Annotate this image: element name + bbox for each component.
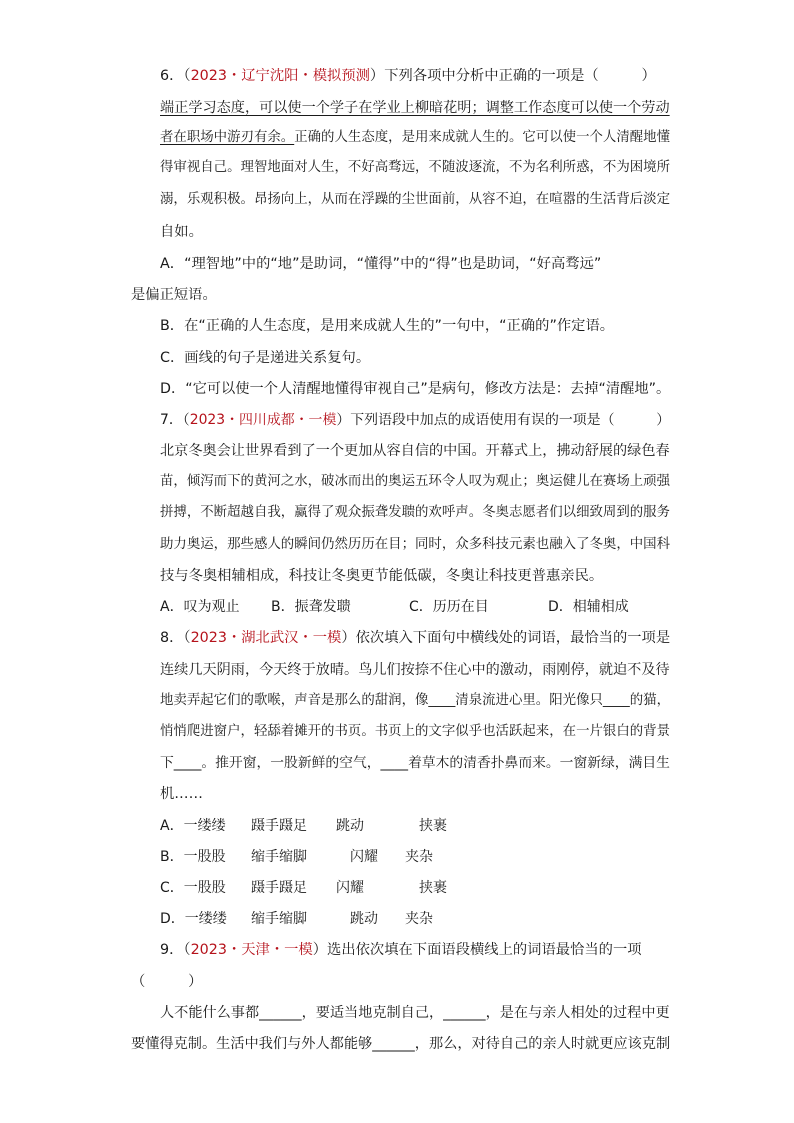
question-source: 2023・湖北武汉・一模	[190, 630, 342, 646]
passage-line	[160, 128, 670, 148]
passage-line: 苗，倾泻而下的黄河之水，破冰而出的奥运五环令人叹为观止；奥运健儿在赛场上顽强	[160, 474, 671, 489]
option-c: C．画线的句子是递进关系复句。	[160, 350, 371, 366]
source-open: （	[182, 412, 190, 428]
question-stem: 下列各项中分析中正确的一项是（ ）	[384, 68, 656, 84]
option-a-label: A．一缕缕	[160, 818, 226, 834]
question-stem: 依次填入下面句中横线处的词语，最恰当的一项是	[355, 630, 671, 646]
passage-line: 自如。	[160, 224, 203, 240]
question-number: 8．	[160, 630, 184, 646]
option-d-label: D．一缕缕	[160, 911, 227, 927]
option-d-word: 夹杂	[405, 911, 433, 927]
question-7-header	[160, 410, 670, 430]
question-source: 2023・天津・一模	[190, 942, 313, 958]
passage-line: 机……	[160, 786, 203, 802]
question-number: 7．	[160, 412, 183, 428]
option-a: A．叹为观止	[160, 599, 240, 615]
source-open: （	[183, 942, 191, 958]
passage-text: 正确的人生态度，是用来成就人生的。它可以使一个人清醒地懂	[294, 130, 671, 145]
passage-line: 助力奥运，那些感人的瞬间仍然历历在目；同时，众多科技元素也融入了冬奥，中国科	[160, 537, 671, 552]
option-a-word: 跳动	[336, 818, 364, 834]
option-c-word: 蹑手蹑足	[251, 880, 307, 896]
passage-line: 地卖弄起它们的歌喉，声音是那么的甜润，像____清泉流进心里。阳光像只____的猫，	[160, 693, 671, 708]
passage-line: 北京冬奥会让世界看到了一个更加从容自信的中国。开幕式上，拂动舒展的绿色春	[160, 443, 670, 459]
option-a: A．“理智地”中的“地”是助词，“懂得”中的“得”也是助词，“好高骛远”	[160, 256, 602, 272]
source-open: （	[183, 68, 191, 84]
source-close: ）	[341, 630, 356, 646]
passage-line: 要懂得克制。生活中我们与外人都能够______，那么，对待自己的亲人时就更应该克制	[131, 1036, 671, 1052]
option-c-word: 闪耀	[336, 880, 364, 896]
question-source: 2023・四川成都・一模	[189, 412, 337, 428]
option-b-word: 缩手缩脚	[251, 849, 307, 865]
option-c-word: 挟裹	[419, 880, 447, 896]
passage-line: 人不能什么事都______，要适当地克制自己，______，是在与亲人相处的过程中更	[160, 1005, 670, 1021]
question-6-header	[160, 66, 656, 86]
option-a-word: 挟裹	[419, 818, 447, 834]
passage-line: 得审视自己。理智地面对人生，不好高骛远，不随波逐流，不为名利所惑，不为困境所	[160, 160, 671, 175]
question-source: 2023・辽宁沈阳・模拟预测	[190, 68, 370, 84]
option-a-word: 蹑手蹑足	[251, 818, 307, 834]
source-close: ）	[369, 68, 385, 84]
underlined-text: 者在职场中游刃有余。	[160, 130, 295, 145]
passage-line: 端正学习态度，可以使一个学子在学业上柳暗花明；调整工作态度可以使一个劳动	[160, 100, 670, 116]
source-close: ）	[312, 942, 328, 958]
option-b: B．振聋发聩	[271, 599, 351, 615]
question-number: 9．	[160, 942, 184, 958]
question-9-header	[160, 940, 642, 960]
option-d: D．“它可以使一个人清醒地懂得审视自己”是病句，修改方法是：去掉“清醒地”。	[160, 381, 671, 397]
option-b-word: 夹杂	[405, 849, 433, 865]
answer-paren: （ ）	[131, 974, 203, 990]
passage-line: 拼搏，不断超越自我，赢得了观众振聋发聩的欢呼声。冬奥志愿者们以细致周到的服务	[160, 505, 671, 520]
question-stem: 下列语段中加点的成语使用有误的一项是（ ）	[350, 412, 671, 428]
question-8-header	[160, 628, 670, 648]
option-c: C．历历在目	[409, 599, 489, 615]
option-d: D．相辅相成	[548, 599, 629, 615]
option-c-label: C．一股股	[160, 880, 226, 896]
passage-line: 下____。推开窗，一股新鲜的空气，____着草木的清香扑鼻而来。一窗新绿，满目生	[160, 755, 670, 771]
option-d-word: 缩手缩脚	[251, 911, 307, 927]
question-number: 6．	[160, 68, 184, 84]
passage-line: 技与冬奥相辅相成，科技让冬奥更节能低碳，冬奥让科技更普惠亲民。	[160, 568, 604, 584]
source-close: ）	[336, 412, 351, 428]
question-stem: 选出依次填在下面语段横线上的词语最恰当的一项	[327, 942, 642, 958]
option-d-word: 跳动	[350, 911, 378, 927]
option-b-word: 闪耀	[350, 849, 378, 865]
option-b-label: B．一股股	[160, 849, 226, 865]
passage-line: 悄悄爬进窗户，轻舔着摊开的书页。书页上的文字似乎也活跃起来，在一片银白的背景	[160, 724, 671, 739]
passage-line: 连续几天阴雨，今天终于放晴。鸟儿们按捺不住心中的激动，雨刚停，就迫不及待	[160, 662, 670, 678]
option-b: B．在“正确的人生态度，是用来成就人生的”一句中，“正确的”作定语。	[160, 318, 615, 334]
option-a-continued: 是偏正短语。	[131, 287, 217, 303]
passage-line: 溺，乐观积极。昂扬向上，从而在浮躁的尘世面前，从容不迫，在喧嚣的生活背后淡定	[160, 192, 671, 207]
source-open: （	[183, 630, 191, 646]
